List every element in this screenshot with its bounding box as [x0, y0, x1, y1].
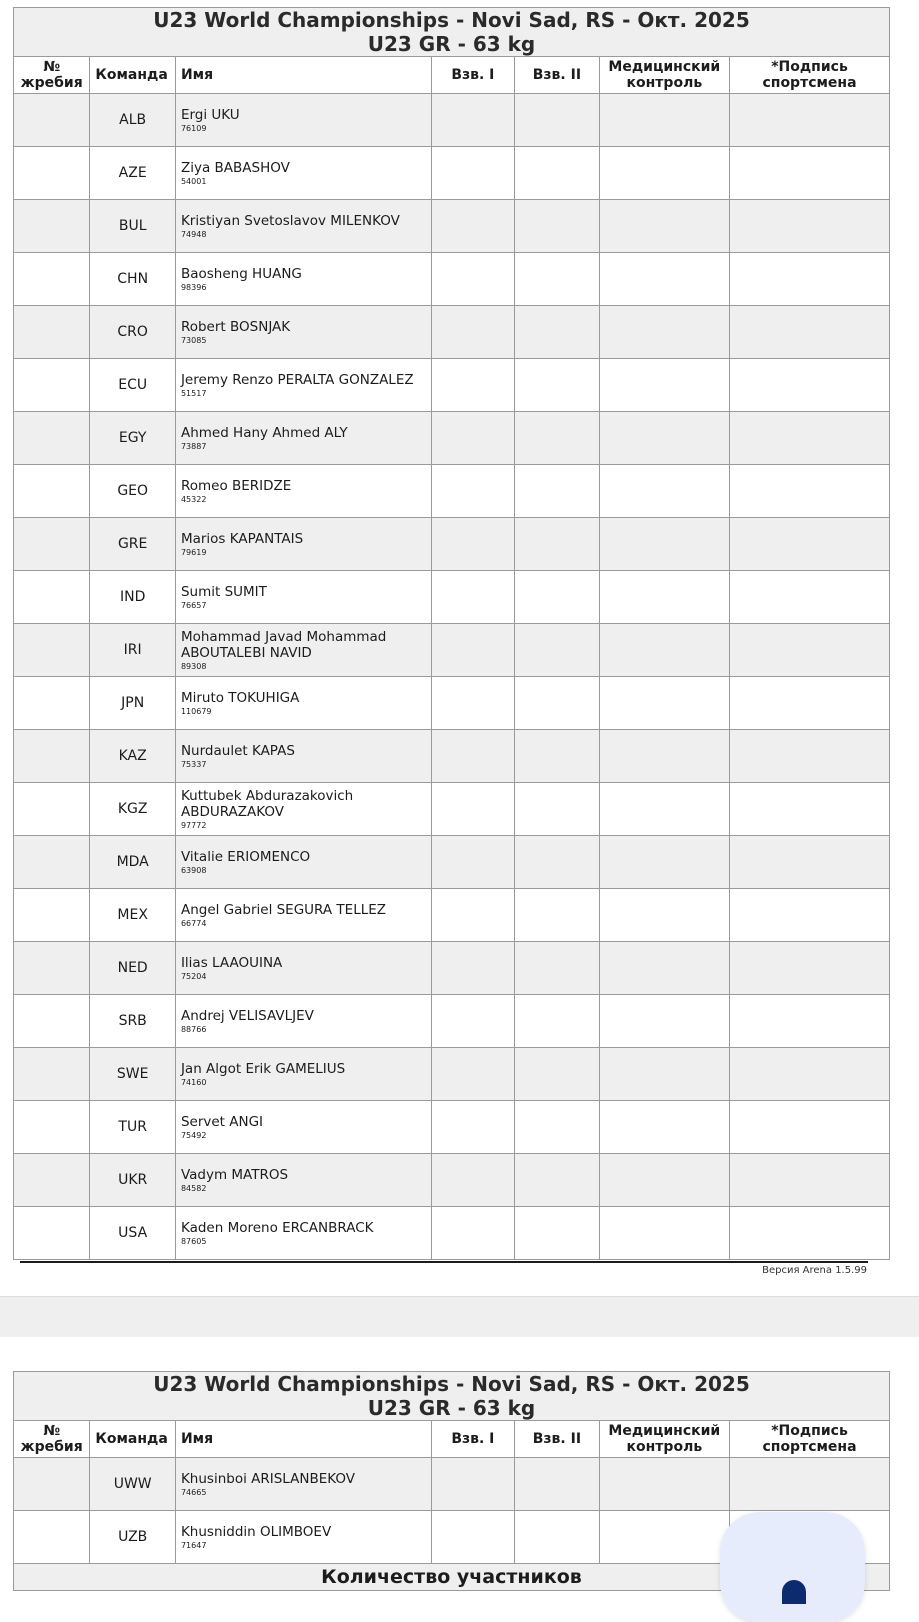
athlete-row [14, 730, 890, 783]
footer-rule [20, 1261, 868, 1263]
weigh-in-1-cell [431, 412, 515, 465]
header-draw-number: № жребия [14, 1421, 90, 1458]
medical-control-cell [599, 306, 729, 359]
signature-cell [730, 730, 890, 783]
category-title: U23 GR - 63 kg [367, 32, 536, 56]
team-code: TUR [90, 1101, 176, 1154]
weigh-in-1-cell [431, 1154, 515, 1207]
athlete-row [14, 306, 890, 359]
weigh-in-2-cell [515, 465, 600, 518]
athlete-name: Nurdaulet KAPAS [180, 742, 295, 759]
signature-cell [730, 253, 890, 306]
draw-number-cell [14, 1154, 90, 1207]
signature-cell [730, 1048, 890, 1101]
medical-control-cell [599, 412, 729, 465]
athlete-name: Jan Algot Erik GAMELIUS [180, 1060, 346, 1077]
weigh-in-1-cell [431, 94, 515, 147]
athlete-name-cell [175, 995, 431, 1048]
medical-control-cell [599, 147, 729, 200]
team-code: BUL [90, 200, 176, 253]
team-code: CHN [90, 253, 176, 306]
signature-cell [730, 465, 890, 518]
header-medical-control: Медицинский контроль [599, 1421, 729, 1458]
athlete-name-cell [175, 200, 431, 253]
signature-cell [730, 412, 890, 465]
weigh-in-1-cell [431, 465, 515, 518]
header-athlete-signature: *Подпись спортсмена [730, 57, 890, 94]
athlete-id: 63908 [180, 865, 207, 875]
athlete-name: Kuttubek Abdurazakovich ABDURAZAKOV [180, 787, 354, 820]
draw-number-cell [14, 518, 90, 571]
athlete-id: 45322 [180, 494, 207, 504]
athlete-name-cell [175, 518, 431, 571]
athlete-row [14, 1458, 890, 1511]
signature-cell [730, 995, 890, 1048]
team-code: UZB [90, 1511, 176, 1564]
draw-number-cell [14, 1048, 90, 1101]
signature-cell [730, 1458, 890, 1511]
weigh-in-2-cell [515, 94, 600, 147]
athlete-row [14, 783, 890, 836]
draw-number-cell [14, 571, 90, 624]
athlete-row [14, 624, 890, 677]
draw-number-cell [14, 942, 90, 995]
medical-control-cell [599, 518, 729, 571]
signature-cell [730, 889, 890, 942]
header-name: Имя [175, 57, 431, 94]
header-athlete-signature: *Подпись спортсмена [730, 1421, 890, 1458]
athlete-row [14, 1048, 890, 1101]
athlete-name-cell [175, 677, 431, 730]
athlete-name-cell [175, 836, 431, 889]
team-code: GRE [90, 518, 176, 571]
athlete-name: Ilias LAAOUINA [180, 954, 283, 971]
medical-control-cell [599, 94, 729, 147]
weigh-in-1-cell [431, 730, 515, 783]
athlete-row [14, 359, 890, 412]
athlete-name-cell [175, 1458, 431, 1511]
draw-number-cell [14, 995, 90, 1048]
signature-cell [730, 94, 890, 147]
athlete-name: Robert BOSNJAK [180, 318, 291, 335]
team-code: GEO [90, 465, 176, 518]
draw-number-cell [14, 624, 90, 677]
athlete-row [14, 677, 890, 730]
medical-control-cell [599, 1511, 729, 1564]
weigh-in-1-cell [431, 147, 515, 200]
weigh-in-2-cell [515, 942, 600, 995]
athlete-id: 75492 [180, 1130, 207, 1140]
athlete-name-cell [175, 1101, 431, 1154]
athlete-name: Baosheng HUANG [180, 265, 302, 282]
athlete-id: 75337 [180, 759, 207, 769]
athlete-id: 76657 [180, 600, 207, 610]
medical-control-cell [599, 1101, 729, 1154]
team-code: NED [90, 942, 176, 995]
athlete-name-cell [175, 1154, 431, 1207]
athlete-name: Angel Gabriel SEGURA TELLEZ [180, 901, 387, 918]
draw-number-cell [14, 730, 90, 783]
header-team: Команда [90, 57, 176, 94]
draw-number-cell [14, 1101, 90, 1154]
medical-control-cell [599, 624, 729, 677]
weigh-in-1-cell [431, 942, 515, 995]
athlete-name-cell [175, 1048, 431, 1101]
team-code: AZE [90, 147, 176, 200]
athlete-id: 89308 [180, 661, 207, 671]
weigh-in-2-cell [515, 359, 600, 412]
draw-number-cell [14, 677, 90, 730]
team-code: EGY [90, 412, 176, 465]
athlete-row [14, 94, 890, 147]
athlete-name-cell [175, 624, 431, 677]
weigh-in-1-cell [431, 306, 515, 359]
weigh-in-1-cell [431, 1048, 515, 1101]
weigh-in-2-cell [515, 571, 600, 624]
draw-number-cell [14, 253, 90, 306]
team-code: USA [90, 1207, 176, 1260]
medical-control-cell [599, 200, 729, 253]
medical-control-cell [599, 730, 729, 783]
header-weigh-in-1: Взв. I [431, 57, 515, 94]
athlete-name: Marios KAPANTAIS [180, 530, 304, 547]
athlete-name-cell [175, 253, 431, 306]
team-code: JPN [90, 677, 176, 730]
signature-cell [730, 783, 890, 836]
athlete-name-cell [175, 412, 431, 465]
athlete-id: 74948 [180, 229, 207, 239]
header-name: Имя [175, 1421, 431, 1458]
team-code: SRB [90, 995, 176, 1048]
weigh-in-2-cell [515, 147, 600, 200]
athlete-name-cell [175, 889, 431, 942]
team-code: IND [90, 571, 176, 624]
participant-count-label: Количество участников [14, 1564, 890, 1591]
sheet-title [14, 8, 890, 57]
athlete-name: Vadym MATROS [180, 1166, 289, 1183]
draw-number-cell [14, 94, 90, 147]
medical-control-cell [599, 942, 729, 995]
weigh-in-1-cell [431, 253, 515, 306]
team-code: KGZ [90, 783, 176, 836]
event-title: U23 World Championships - Novi Sad, RS - Окт. 2025 [153, 8, 750, 32]
athlete-name-cell [175, 465, 431, 518]
athlete-id: 71647 [180, 1540, 207, 1550]
draw-number-cell [14, 465, 90, 518]
athlete-name: Romeo BERIDZE [180, 477, 292, 494]
athlete-id: 97772 [180, 820, 207, 830]
signature-cell [730, 1101, 890, 1154]
team-code: KAZ [90, 730, 176, 783]
athlete-id: 66774 [180, 918, 207, 928]
team-code: ALB [90, 94, 176, 147]
draw-number-cell [14, 147, 90, 200]
fab-icon [782, 1580, 806, 1604]
athlete-name-cell [175, 147, 431, 200]
athlete-name-cell [175, 730, 431, 783]
weigh-in-2-cell [515, 412, 600, 465]
athlete-name: Khusniddin OLIMBOEV [180, 1523, 332, 1540]
athlete-name: Mohammad Javad Mohammad ABOUTALEBI NAVID [180, 628, 387, 661]
athlete-row [14, 253, 890, 306]
weigh-in-2-cell [515, 306, 600, 359]
draw-number-cell [14, 412, 90, 465]
header-team: Команда [90, 1421, 176, 1458]
athlete-name: Kristiyan Svetoslavov MILENKOV [180, 212, 400, 229]
team-code: IRI [90, 624, 176, 677]
weigh-in-2-cell [515, 730, 600, 783]
medical-control-cell [599, 783, 729, 836]
category-title: U23 GR - 63 kg [367, 1396, 536, 1420]
signature-cell [730, 147, 890, 200]
athlete-id: 73085 [180, 335, 207, 345]
weigh-in-1-cell [431, 518, 515, 571]
athlete-name: Servet ANGI [180, 1113, 264, 1130]
athlete-id: 79619 [180, 547, 207, 557]
athlete-row [14, 1207, 890, 1260]
weigh-in-2-cell [515, 1458, 600, 1511]
signature-cell [730, 836, 890, 889]
weigh-in-2-cell [515, 1207, 600, 1260]
team-code: ECU [90, 359, 176, 412]
athlete-name-cell [175, 942, 431, 995]
header-weigh-in-2: Взв. II [515, 1421, 600, 1458]
weigh-in-2-cell [515, 1154, 600, 1207]
athlete-row [14, 836, 890, 889]
weigh-in-1-cell [431, 1511, 515, 1564]
medical-control-cell [599, 465, 729, 518]
athlete-name: Jeremy Renzo PERALTA GONZALEZ [180, 371, 414, 388]
athlete-id: 84582 [180, 1183, 207, 1193]
page-separator [0, 1296, 919, 1337]
weigh-in-2-cell [515, 624, 600, 677]
team-code: UKR [90, 1154, 176, 1207]
athlete-row [14, 465, 890, 518]
athlete-id: 73887 [180, 441, 207, 451]
weigh-in-1-cell [431, 624, 515, 677]
weigh-in-2-cell [515, 783, 600, 836]
draw-number-cell [14, 359, 90, 412]
athlete-name: Ziya BABASHOV [180, 159, 290, 176]
athlete-name: Khusinboi ARISLANBEKOV [180, 1470, 355, 1487]
weigh-in-2-cell [515, 995, 600, 1048]
medical-control-cell [599, 1154, 729, 1207]
medical-control-cell [599, 1458, 729, 1511]
athlete-row [14, 942, 890, 995]
weigh-in-1-cell [431, 359, 515, 412]
athlete-row [14, 147, 890, 200]
entry-sheet-page-1 [13, 7, 890, 1260]
signature-cell [730, 1154, 890, 1207]
medical-control-cell [599, 1048, 729, 1101]
athlete-row [14, 571, 890, 624]
athlete-name: Ergi UKU [180, 106, 240, 123]
athlete-row [14, 995, 890, 1048]
medical-control-cell [599, 1207, 729, 1260]
signature-cell [730, 677, 890, 730]
signature-cell [730, 624, 890, 677]
weigh-in-2-cell [515, 200, 600, 253]
weigh-in-1-cell [431, 571, 515, 624]
medical-control-cell [599, 571, 729, 624]
signature-cell [730, 200, 890, 253]
athlete-id: 98396 [180, 282, 207, 292]
athlete-id: 87605 [180, 1236, 207, 1246]
athlete-row [14, 889, 890, 942]
signature-cell [730, 359, 890, 412]
athlete-row [14, 200, 890, 253]
athlete-id: 76109 [180, 123, 207, 133]
medical-control-cell [599, 677, 729, 730]
weigh-in-1-cell [431, 1458, 515, 1511]
athlete-row [14, 1101, 890, 1154]
athlete-name-cell [175, 94, 431, 147]
weigh-in-1-cell [431, 995, 515, 1048]
weigh-in-1-cell [431, 783, 515, 836]
team-code: SWE [90, 1048, 176, 1101]
athlete-name: Miruto TOKUHIGA [180, 689, 300, 706]
medical-control-cell [599, 836, 729, 889]
draw-number-cell [14, 836, 90, 889]
weigh-in-2-cell [515, 889, 600, 942]
team-code: MDA [90, 836, 176, 889]
draw-number-cell [14, 783, 90, 836]
athlete-name: Vitalie ERIOMENCO [180, 848, 311, 865]
draw-number-cell [14, 1511, 90, 1564]
weigh-in-1-cell [431, 1101, 515, 1154]
weigh-in-2-cell [515, 836, 600, 889]
athlete-row [14, 518, 890, 571]
weigh-in-1-cell [431, 677, 515, 730]
weigh-in-1-cell [431, 200, 515, 253]
team-code: UWW [90, 1458, 176, 1511]
athlete-name: Kaden Moreno ERCANBRACK [180, 1219, 374, 1236]
athlete-name: Ahmed Hany Ahmed ALY [180, 424, 348, 441]
signature-cell [730, 1207, 890, 1260]
draw-number-cell [14, 889, 90, 942]
athlete-name-cell [175, 359, 431, 412]
header-weigh-in-1: Взв. I [431, 1421, 515, 1458]
athlete-row [14, 1154, 890, 1207]
floating-action-button[interactable] [720, 1512, 865, 1622]
weigh-in-2-cell [515, 1511, 600, 1564]
signature-cell [730, 306, 890, 359]
draw-number-cell [14, 200, 90, 253]
header-weigh-in-2: Взв. II [515, 57, 600, 94]
team-code: MEX [90, 889, 176, 942]
draw-number-cell [14, 1458, 90, 1511]
signature-cell [730, 571, 890, 624]
athlete-name-cell [175, 1207, 431, 1260]
weigh-in-2-cell [515, 253, 600, 306]
medical-control-cell [599, 359, 729, 412]
weigh-in-1-cell [431, 1207, 515, 1260]
athlete-name-cell [175, 306, 431, 359]
signature-cell [730, 518, 890, 571]
weigh-in-2-cell [515, 1101, 600, 1154]
athlete-id: 110679 [180, 706, 212, 716]
athlete-id: 74160 [180, 1077, 207, 1087]
weigh-in-1-cell [431, 836, 515, 889]
team-code: CRO [90, 306, 176, 359]
athlete-name-cell [175, 571, 431, 624]
signature-cell [730, 942, 890, 995]
medical-control-cell [599, 889, 729, 942]
draw-number-cell [14, 306, 90, 359]
medical-control-cell [599, 253, 729, 306]
athlete-row [14, 412, 890, 465]
event-title: U23 World Championships - Novi Sad, RS - Окт. 2025 [153, 1372, 750, 1396]
header-draw-number: № жребия [14, 57, 90, 94]
athlete-id: 54001 [180, 176, 207, 186]
weigh-in-1-cell [431, 889, 515, 942]
athlete-name: Sumit SUMIT [180, 583, 267, 600]
weigh-in-2-cell [515, 518, 600, 571]
sheet-title [14, 1372, 890, 1421]
athlete-name: Andrej VELISAVLJEV [180, 1007, 314, 1024]
athlete-name-cell [175, 783, 431, 836]
weigh-in-2-cell [515, 677, 600, 730]
header-medical-control: Медицинский контроль [599, 57, 729, 94]
athlete-name-cell [175, 1511, 431, 1564]
athlete-id: 51517 [180, 388, 207, 398]
athlete-id: 75204 [180, 971, 207, 981]
weigh-in-2-cell [515, 1048, 600, 1101]
version-label: Версия Arena 1.5.99 [762, 1265, 867, 1276]
athlete-id: 74665 [180, 1487, 207, 1497]
athlete-id: 88766 [180, 1024, 207, 1034]
medical-control-cell [599, 995, 729, 1048]
draw-number-cell [14, 1207, 90, 1260]
